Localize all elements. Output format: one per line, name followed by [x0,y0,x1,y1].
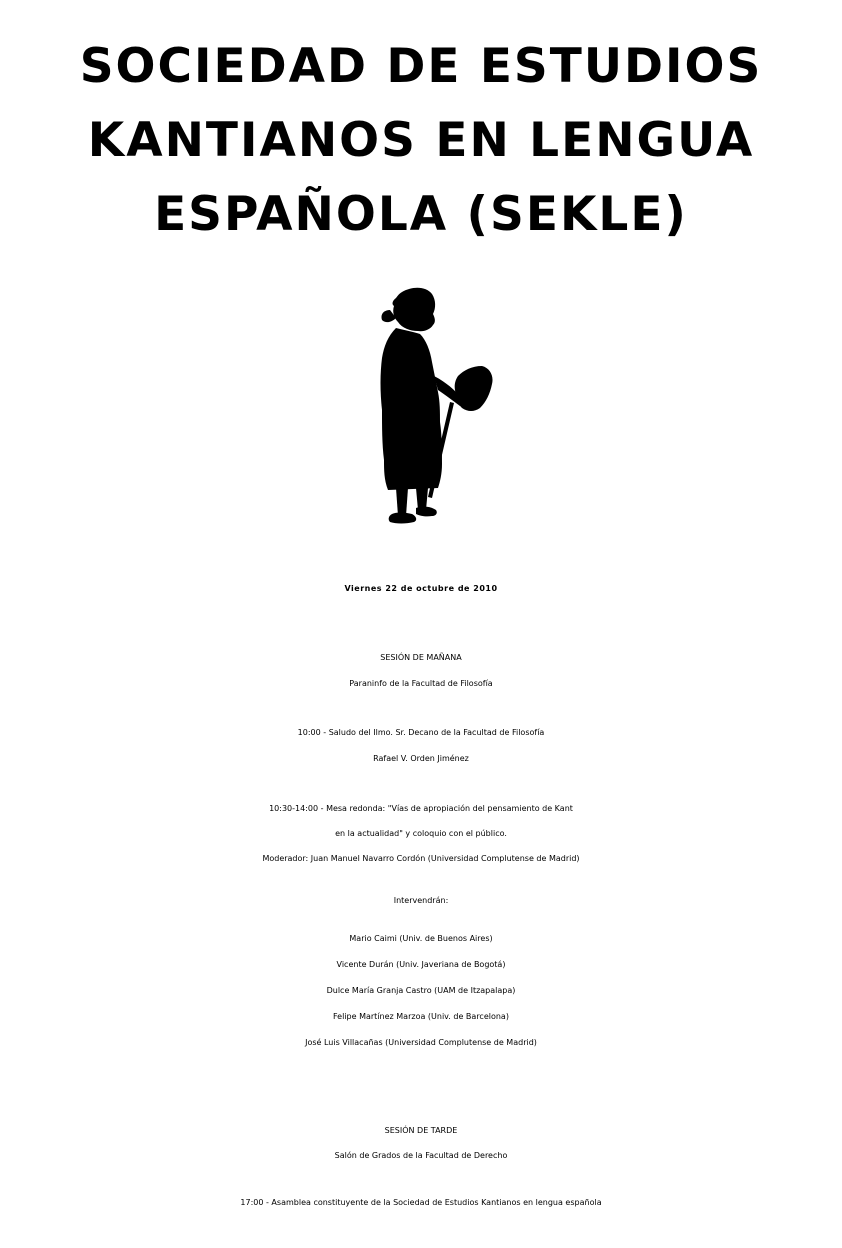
title-line-1: SOCIEDAD DE ESTUDIOS [79,39,763,94]
event-date: Viernes 22 de octubre de 2010 [344,584,498,593]
speaker-item: Dulce María Granja Castro (UAM de Itzapalapa) [326,986,516,995]
assembly-line: 17:00 - Asamblea constituyente de la Sociedad de Estudios Kantianos en lengua española [240,1198,602,1207]
speakers-heading: Intervendrán: [393,896,449,905]
round-table-line-1: 10:30-14:00 - Mesa redonda: "Vías de apropiación del pensamiento de Kant [269,804,573,813]
morning-session-venue: Paraninfo de la Facultad de Filosofía [349,679,493,688]
speaker-item: Vicente Durán (Univ. Javeriana de Bogotá) [336,960,506,969]
title-line-3: ESPAÑOLA (SEKLE) [154,187,688,242]
speaker-item: Felipe Martínez Marzoa (Univ. de Barcelona) [333,1012,509,1021]
title-line-2: KANTIANOS EN LENGUA [87,113,755,168]
afternoon-session-venue: Salón de Grados de la Facultad de Derecho [334,1151,508,1160]
round-table-moderator: Moderador: Juan Manuel Navarro Cordón (Universidad Complutense de Madrid) [262,854,580,863]
welcome-line-1: 10:00 - Saludo del Ilmo. Sr. Decano de la Facultad de Filosofía [297,728,545,737]
welcome-line-2: Rafael V. Orden Jiménez [373,754,469,763]
morning-session-heading: SESIÓN DE MAÑANA [380,653,462,662]
speaker-item: Mario Caimi (Univ. de Buenos Aires) [349,934,493,943]
afternoon-session-heading: SESIÓN DE TARDE [384,1126,458,1135]
kant-silhouette-icon [360,284,500,534]
poster-title [20,30,822,252]
speaker-item: José Luis Villacañas (Universidad Complutense de Madrid) [305,1038,537,1047]
round-table-line-2: en la actualidad" y coloquio con el público. [335,829,507,838]
